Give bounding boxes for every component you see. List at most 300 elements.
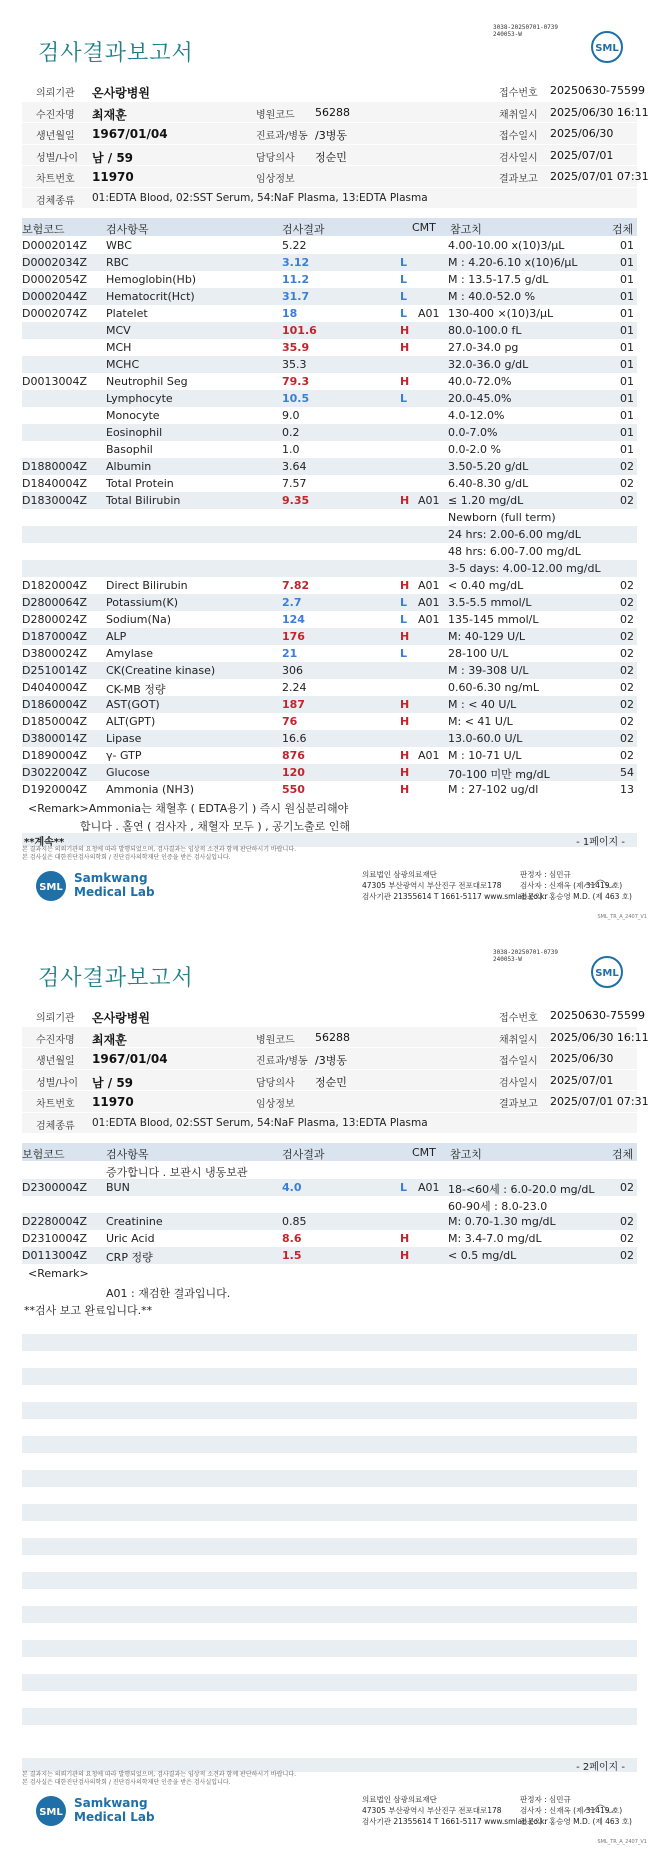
blank-row bbox=[22, 1436, 637, 1453]
test-date-label: 검사일시 bbox=[499, 1077, 538, 1089]
flag-cell: H bbox=[400, 715, 410, 728]
item-cell: MCH bbox=[106, 341, 132, 354]
flag-cell: H bbox=[400, 1249, 410, 1262]
address-line: 47305 부산광역시 부산진구 전포대로178 bbox=[362, 881, 502, 890]
address-line: 47305 부산광역시 부산진구 전포대로178 bbox=[362, 1806, 502, 1815]
ref-cell: M: 3.4-7.0 mg/dL bbox=[448, 1232, 542, 1245]
blank-row bbox=[22, 1487, 637, 1504]
address-line: 의료법인 삼광의료재단 bbox=[362, 1795, 437, 1804]
signature-icon bbox=[582, 1802, 618, 1816]
dob-value: 1967/01/04 bbox=[92, 1052, 168, 1066]
ref-cell: < 0.5 mg/dL bbox=[448, 1249, 517, 1262]
test-date-label: 검사일시 bbox=[499, 152, 538, 164]
blank-row bbox=[22, 1589, 637, 1606]
ward-label: 진료과/병동 bbox=[256, 1056, 308, 1067]
item-cell: Hemoglobin(Hb) bbox=[106, 273, 197, 286]
table-row bbox=[22, 696, 637, 713]
spec-cell: 01 bbox=[620, 426, 634, 439]
item-cell: ALP bbox=[106, 630, 127, 643]
blank-row bbox=[22, 1453, 637, 1470]
spec-cell: 02 bbox=[620, 477, 634, 490]
code-cell: D2510014Z bbox=[22, 664, 87, 677]
blank-row bbox=[22, 1402, 637, 1419]
patient-info bbox=[22, 80, 649, 209]
cmt-cell: A01 bbox=[418, 596, 440, 609]
table-row bbox=[22, 339, 637, 356]
result-cell: 306 bbox=[282, 664, 303, 677]
dob-label: 생년월일 bbox=[36, 131, 75, 142]
result-cell: 9.0 bbox=[282, 409, 300, 422]
spec-cell: 01 bbox=[620, 324, 634, 337]
spec-cell: 02 bbox=[620, 1232, 634, 1245]
ref-cell: M : 4.20-6.10 x(10)6/μL bbox=[448, 256, 578, 269]
code-cell: D1830004Z bbox=[22, 494, 87, 507]
result-table-page-1 bbox=[22, 237, 637, 798]
spec-cell: 01 bbox=[620, 443, 634, 456]
table-row bbox=[22, 509, 637, 526]
result-cell: 4.0 bbox=[282, 1181, 302, 1194]
item-cell: Lipase bbox=[106, 732, 142, 745]
code-cell: D2300004Z bbox=[22, 1181, 87, 1194]
ref-cell: 40.0-72.0% bbox=[448, 375, 512, 388]
result-cell: 11.2 bbox=[282, 273, 310, 286]
table-row bbox=[22, 305, 637, 322]
ref-cell: M : 27-102 ug/dl bbox=[448, 783, 539, 796]
result-cell: 187 bbox=[282, 698, 305, 711]
blank-row bbox=[22, 1419, 637, 1436]
ref-cell: 135-145 mmol/L bbox=[448, 613, 539, 626]
item-cell: MCV bbox=[106, 324, 131, 337]
ref-cell: M : 40.0-52.0 % bbox=[448, 290, 536, 303]
remark-line: <Remark> bbox=[28, 1267, 89, 1280]
item-cell: CK-MB 정량 bbox=[106, 683, 166, 696]
result-cell: 550 bbox=[282, 783, 305, 796]
form-version: SML_TR_A_2407_V1 bbox=[597, 914, 647, 920]
spec-cell: 02 bbox=[620, 664, 634, 677]
item-cell: Potassium(K) bbox=[106, 596, 179, 609]
header-item: 검사항목 bbox=[106, 223, 149, 236]
cmt-cell: A01 bbox=[418, 1181, 440, 1194]
receipt-no-value: 20250630-75599 bbox=[550, 1009, 645, 1022]
spec-cell: 01 bbox=[620, 290, 634, 303]
header-code: 보험코드 bbox=[22, 1148, 65, 1161]
ref-cell: M : < 40 U/L bbox=[448, 698, 517, 711]
page-number-strip bbox=[22, 1758, 637, 1772]
code-cell: D0002054Z bbox=[22, 273, 87, 286]
code-cell: D1860004Z bbox=[22, 698, 87, 711]
ref-cell: 3.50-5.20 g/dL bbox=[448, 460, 529, 473]
table-row bbox=[22, 662, 637, 679]
sex-age-label: 성별/나이 bbox=[36, 152, 79, 164]
ref-cell: 4.0-12.0% bbox=[448, 409, 505, 422]
table-row bbox=[22, 1162, 637, 1179]
info-row bbox=[22, 1091, 649, 1112]
blank-row bbox=[22, 1555, 637, 1572]
flag-cell: H bbox=[400, 324, 410, 337]
sml-mark-icon bbox=[34, 1794, 68, 1828]
result-cell: 5.22 bbox=[282, 239, 307, 252]
table-row bbox=[22, 271, 637, 288]
table-row bbox=[22, 492, 637, 509]
result-cell: 120 bbox=[282, 766, 305, 779]
collect-label: 채취일시 bbox=[499, 109, 538, 121]
info-row bbox=[22, 145, 637, 166]
doc-number-line: 240053-W bbox=[493, 956, 522, 963]
patient-value: 최재훈 bbox=[92, 107, 127, 122]
result-cell: 79.3 bbox=[282, 375, 310, 388]
ref-cell: 80.0-100.0 fL bbox=[448, 324, 522, 337]
spec-cell: 54 bbox=[620, 766, 634, 779]
table-row bbox=[22, 713, 637, 730]
table-row bbox=[22, 730, 637, 747]
table-row bbox=[22, 1247, 637, 1264]
result-cell: 876 bbox=[282, 749, 305, 762]
table-row bbox=[22, 1213, 637, 1230]
spec-cell: 01 bbox=[620, 273, 634, 286]
signatory-line: 전문의 : 홍승영 M.D. (제 463 호) bbox=[520, 1817, 632, 1826]
spec-cell: 02 bbox=[620, 732, 634, 745]
logo-text: SML bbox=[595, 968, 619, 979]
address-line: 의료법인 삼광의료재단 bbox=[362, 870, 437, 879]
address-line: 검사기관 21355614 T 1661-5117 www.smlab.co.kr bbox=[362, 892, 548, 901]
ref-cell: 0.0-7.0% bbox=[448, 426, 498, 439]
doc-number-line: 240053-W bbox=[493, 31, 522, 38]
code-cell: D4040004Z bbox=[22, 681, 87, 694]
patient-info bbox=[22, 1005, 649, 1134]
blank-row bbox=[22, 1657, 637, 1674]
remark-line: A01 : 재검한 결과입니다. bbox=[106, 1287, 231, 1300]
ward-label: 진료과/병동 bbox=[256, 131, 308, 142]
result-cell: 76 bbox=[282, 715, 298, 728]
flag-cell: H bbox=[400, 698, 410, 711]
spec-cell: 02 bbox=[620, 630, 634, 643]
dob-value: 1967/01/04 bbox=[92, 127, 168, 141]
table-row bbox=[22, 679, 637, 696]
ref-cell: ≤ 1.20 mg/dL bbox=[448, 494, 524, 507]
receipt-date-value: 2025/06/30 bbox=[550, 1052, 614, 1065]
table-row bbox=[22, 747, 637, 764]
spec-cell: 01 bbox=[620, 307, 634, 320]
ref-cell: 4.00-10.00 x(10)3/μL bbox=[448, 239, 565, 252]
item-cell: 증가합니다 . 보관시 냉동보관 bbox=[106, 1166, 248, 1179]
notice bbox=[22, 1771, 296, 1787]
notice-line: 본 검사실은 대한진단검사의학회 / 진단검사의학재단 인증을 받은 검사실입니다. bbox=[22, 1779, 231, 1786]
header-cmt: CMT bbox=[412, 221, 436, 234]
report-value: 2025/07/01 07:31 bbox=[550, 170, 649, 183]
item-cell: Hematocrit(Hct) bbox=[106, 290, 195, 303]
code-cell: D0002074Z bbox=[22, 307, 87, 320]
table-row bbox=[22, 781, 637, 798]
report-label: 결과보고 bbox=[499, 1099, 538, 1110]
table-row bbox=[22, 373, 637, 390]
spec-cell: 02 bbox=[620, 460, 634, 473]
document-number bbox=[493, 949, 558, 963]
doctor-value: 정순민 bbox=[315, 1075, 347, 1089]
item-cell: Total Bilirubin bbox=[106, 494, 181, 507]
table-row bbox=[22, 322, 637, 339]
result-cell: 18 bbox=[282, 307, 298, 320]
table-row bbox=[22, 424, 637, 441]
blank-row bbox=[22, 1351, 637, 1368]
item-cell: CK(Creatine kinase) bbox=[106, 664, 216, 677]
item-cell: Sodium(Na) bbox=[106, 613, 171, 626]
result-cell: 7.82 bbox=[282, 579, 310, 592]
blank-row bbox=[22, 1725, 637, 1742]
ref-cell: Newborn (full term) bbox=[448, 511, 556, 524]
flag-cell: L bbox=[400, 307, 408, 320]
item-cell: MCHC bbox=[106, 358, 140, 371]
institution-value: 온사랑병원 bbox=[92, 1011, 150, 1025]
sml-logo-icon bbox=[590, 955, 624, 989]
page-number: - 2페이지 - bbox=[576, 1762, 625, 1773]
blank-row bbox=[22, 1538, 637, 1555]
item-cell: Neutrophil Seg bbox=[106, 375, 188, 388]
report-value: 2025/07/01 07:31 bbox=[550, 1095, 649, 1108]
collect-value: 2025/06/30 16:11 bbox=[550, 1030, 649, 1044]
ref-cell: 60-90세 : 8.0-23.0 bbox=[448, 1200, 548, 1213]
ref-cell: M: 0.70-1.30 mg/dL bbox=[448, 1215, 556, 1228]
result-cell: 8.6 bbox=[282, 1232, 302, 1245]
ref-cell: < 0.40 mg/dL bbox=[448, 579, 524, 592]
footer bbox=[22, 1788, 637, 1848]
cmt-cell: A01 bbox=[418, 307, 440, 320]
blank-row bbox=[22, 1691, 637, 1708]
code-cell: D1920004Z bbox=[22, 783, 87, 796]
item-cell: Uric Acid bbox=[106, 1232, 155, 1245]
ref-cell: M: 40-129 U/L bbox=[448, 630, 526, 643]
item-cell: Platelet bbox=[106, 307, 148, 320]
result-cell: 0.85 bbox=[282, 1215, 307, 1228]
item-cell: Creatinine bbox=[106, 1215, 163, 1228]
header-spec: 검체 bbox=[612, 223, 634, 236]
lab-name bbox=[74, 871, 155, 899]
chart-value: 11970 bbox=[92, 1095, 134, 1109]
header-item: 검사항목 bbox=[106, 1148, 149, 1161]
blank-row bbox=[22, 1572, 637, 1589]
table-row bbox=[22, 390, 637, 407]
flag-cell: L bbox=[400, 596, 408, 609]
spec-cell: 02 bbox=[620, 1249, 634, 1262]
table-row bbox=[22, 628, 637, 645]
hospital-code-label: 병원코드 bbox=[256, 1034, 295, 1046]
test-date-value: 2025/07/01 bbox=[550, 148, 614, 162]
notice bbox=[22, 846, 296, 862]
code-cell: D3800014Z bbox=[22, 732, 87, 745]
header-spec: 검체 bbox=[612, 1148, 634, 1161]
item-cell: Direct Bilirubin bbox=[106, 579, 188, 592]
signatory-line: 판정자 : 심민규 bbox=[520, 1795, 571, 1804]
info-row bbox=[22, 1027, 649, 1048]
flag-cell: H bbox=[400, 375, 410, 388]
code-cell: D2800064Z bbox=[22, 596, 87, 609]
table-row bbox=[22, 560, 637, 577]
flag-cell: H bbox=[400, 630, 410, 643]
code-cell: D1840004Z bbox=[22, 477, 87, 490]
receipt-date-label: 접수일시 bbox=[499, 131, 538, 142]
flag-cell: H bbox=[400, 579, 410, 592]
cmt-cell: A01 bbox=[418, 494, 440, 507]
signature-icon bbox=[582, 877, 618, 891]
item-cell: Total Protein bbox=[106, 477, 174, 490]
lab-name-line: Samkwang bbox=[74, 871, 148, 885]
notice-line: 본 검사실은 대한진단검사의학회 / 진단검사의학재단 인증을 받은 검사실입니다. bbox=[22, 854, 231, 861]
doctor-label: 담당의사 bbox=[256, 1077, 295, 1089]
blank-row bbox=[22, 1640, 637, 1657]
result-cell: 124 bbox=[282, 613, 305, 626]
ref-cell: M : 39-308 U/L bbox=[448, 664, 529, 677]
flag-cell: L bbox=[400, 290, 408, 303]
spec-cell: 02 bbox=[620, 613, 634, 626]
spec-cell: 01 bbox=[620, 341, 634, 354]
table-row bbox=[22, 254, 637, 271]
table-row bbox=[22, 441, 637, 458]
table-row bbox=[22, 407, 637, 424]
blank-row bbox=[22, 1385, 637, 1402]
table-row bbox=[22, 526, 637, 543]
ward-value: /3병동 bbox=[315, 1054, 347, 1067]
flag-cell: H bbox=[400, 1232, 410, 1245]
table-row bbox=[22, 611, 637, 628]
ref-cell: 18-<60세 : 6.0-20.0 mg/dL bbox=[448, 1183, 595, 1196]
result-cell: 1.5 bbox=[282, 1249, 302, 1262]
blank-row bbox=[22, 1334, 637, 1351]
info-row bbox=[22, 1070, 637, 1091]
ref-cell: 48 hrs: 6.00-7.00 mg/dL bbox=[448, 545, 581, 558]
table-row bbox=[22, 594, 637, 611]
collect-value: 2025/06/30 16:11 bbox=[550, 105, 649, 119]
info-row bbox=[22, 102, 649, 123]
patient-label: 수진자명 bbox=[36, 1034, 75, 1046]
result-cell: 2.7 bbox=[282, 596, 302, 609]
flag-cell: H bbox=[400, 341, 410, 354]
ref-cell: 0.60-6.30 ng/mL bbox=[448, 681, 539, 694]
flag-cell: L bbox=[400, 273, 408, 286]
lab-name-line: Medical Lab bbox=[74, 1810, 155, 1824]
cmt-cell: A01 bbox=[418, 579, 440, 592]
flag-cell: H bbox=[400, 749, 410, 762]
receipt-no-label: 접수번호 bbox=[499, 88, 538, 99]
spec-cell: 02 bbox=[620, 1215, 634, 1228]
table-row bbox=[22, 645, 637, 662]
result-table-page-2 bbox=[22, 1162, 637, 1264]
item-cell: Glucose bbox=[106, 766, 150, 779]
sex-age-value: 남 / 59 bbox=[92, 150, 134, 165]
clinical-label: 임상정보 bbox=[256, 174, 295, 185]
chart-value: 11970 bbox=[92, 170, 134, 184]
result-cell: 7.57 bbox=[282, 477, 307, 490]
result-cell: 3.12 bbox=[282, 256, 310, 269]
ref-cell: 3.5-5.5 mmol/L bbox=[448, 596, 532, 609]
table-row bbox=[22, 1230, 637, 1247]
spec-cell: 01 bbox=[620, 358, 634, 371]
ref-cell: 24 hrs: 2.00-6.00 mg/dL bbox=[448, 528, 581, 541]
code-cell: D3800024Z bbox=[22, 647, 87, 660]
table-row bbox=[22, 764, 637, 781]
ref-cell: 27.0-34.0 pg bbox=[448, 341, 519, 354]
spec-cell: 02 bbox=[620, 698, 634, 711]
code-cell: D0002044Z bbox=[22, 290, 87, 303]
ref-cell: 32.0-36.0 g/dL bbox=[448, 358, 529, 371]
ref-cell: 70-100 미만 mg/dL bbox=[448, 768, 550, 781]
specimen-label: 검체종류 bbox=[36, 1120, 75, 1132]
spec-cell: 02 bbox=[620, 596, 634, 609]
code-cell: D0113004Z bbox=[22, 1249, 87, 1262]
flag-cell: L bbox=[400, 392, 408, 405]
item-cell: WBC bbox=[106, 239, 132, 252]
item-cell: RBC bbox=[106, 256, 129, 269]
hospital-code-label: 병원코드 bbox=[256, 109, 295, 121]
info-row bbox=[22, 1048, 637, 1069]
result-cell: 0.2 bbox=[282, 426, 300, 439]
result-cell: 9.35 bbox=[282, 494, 310, 507]
clinical-label: 임상정보 bbox=[256, 1099, 295, 1110]
code-cell: D1880004Z bbox=[22, 460, 87, 473]
specimen-label: 검체종류 bbox=[36, 195, 75, 207]
flag-cell: L bbox=[400, 613, 408, 626]
result-cell: 176 bbox=[282, 630, 305, 643]
signatory-line: 전문의 : 홍승영 M.D. (제 463 호) bbox=[520, 892, 632, 901]
blank-row bbox=[22, 1623, 637, 1640]
form-version: SML_TR_A_2407_V1 bbox=[597, 1839, 647, 1845]
ref-cell: 20.0-45.0% bbox=[448, 392, 512, 405]
code-cell: D1890004Z bbox=[22, 749, 87, 762]
blank-rows bbox=[22, 1317, 637, 1742]
item-cell: Amylase bbox=[106, 647, 154, 660]
item-cell: AST(GOT) bbox=[106, 698, 160, 711]
blank-row bbox=[22, 1368, 637, 1385]
item-cell: Lymphocyte bbox=[106, 392, 173, 405]
spec-cell: 02 bbox=[620, 681, 634, 694]
report-page-2 bbox=[0, 925, 655, 1850]
dob-label: 생년월일 bbox=[36, 1056, 75, 1067]
item-cell: CRP 정량 bbox=[106, 1251, 153, 1264]
patient-label: 수진자명 bbox=[36, 109, 75, 121]
blank-row bbox=[22, 1674, 637, 1691]
item-cell: Ammonia (NH3) bbox=[106, 783, 195, 796]
specimen-value: 01:EDTA Blood, 02:SST Serum, 54:NaF Plasma, 13:EDTA Plasma bbox=[92, 191, 428, 204]
header-code: 보험코드 bbox=[22, 223, 65, 236]
item-cell: ALT(GPT) bbox=[106, 715, 156, 728]
continued-text: **계속** bbox=[24, 837, 65, 848]
flag-cell: L bbox=[400, 1181, 408, 1194]
code-cell: D0002034Z bbox=[22, 256, 87, 269]
spec-cell: 01 bbox=[620, 409, 634, 422]
receipt-no-label: 접수번호 bbox=[499, 1013, 538, 1024]
spec-cell: 02 bbox=[620, 494, 634, 507]
ref-cell: M : 13.5-17.5 g/dL bbox=[448, 273, 549, 286]
ref-cell: M : 10-71 U/L bbox=[448, 749, 522, 762]
result-cell: 1.0 bbox=[282, 443, 300, 456]
blank-row bbox=[22, 1606, 637, 1623]
header-cmt: CMT bbox=[412, 1146, 436, 1159]
institution-label: 의뢰기관 bbox=[36, 88, 75, 99]
lab-name bbox=[74, 1796, 155, 1824]
table-row bbox=[22, 1196, 637, 1213]
cmt-cell: A01 bbox=[418, 613, 440, 626]
spec-cell: 13 bbox=[620, 783, 634, 796]
logo-text: SML bbox=[39, 882, 63, 893]
continued-strip bbox=[22, 833, 637, 847]
report-title: 검사결과보고서 bbox=[38, 966, 194, 991]
remark-line: <Remark>Ammonia는 채혈후 ( EDTA용기 ) 즉시 원심분리해야 bbox=[28, 802, 349, 815]
blank-row bbox=[22, 1470, 637, 1487]
header-result: 검사결과 bbox=[282, 1148, 325, 1161]
item-cell: Basophil bbox=[106, 443, 153, 456]
ward-value: /3병동 bbox=[315, 129, 347, 142]
header-result: 검사결과 bbox=[282, 223, 325, 236]
spec-cell: 02 bbox=[620, 579, 634, 592]
table-row bbox=[22, 356, 637, 373]
